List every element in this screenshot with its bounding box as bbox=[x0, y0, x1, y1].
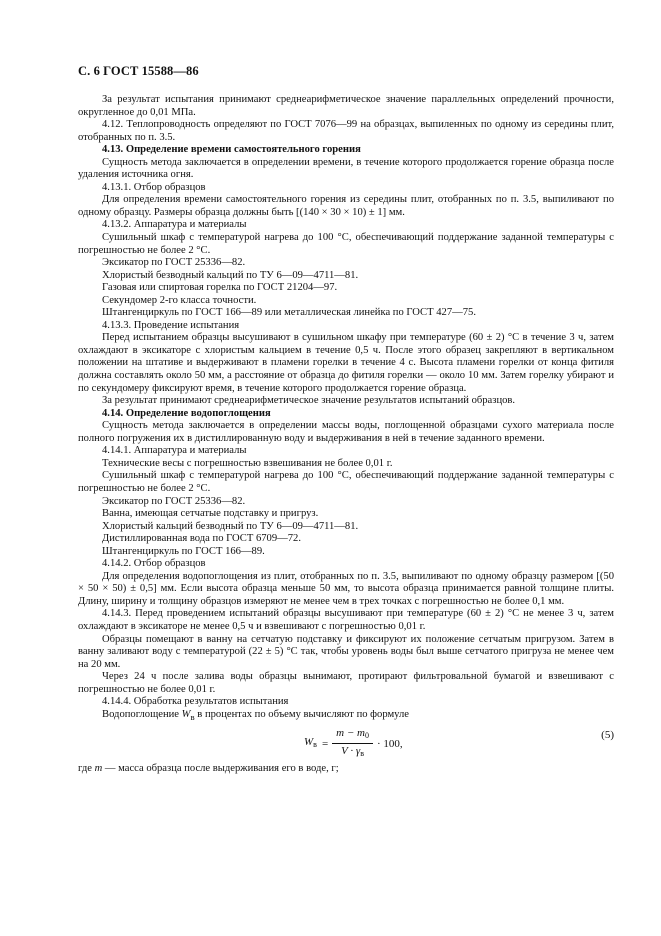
page-header: С. 6 ГОСТ 15588—86 bbox=[78, 64, 199, 78]
paragraph: Дистиллированная вода по ГОСТ 6709—72. bbox=[102, 533, 301, 545]
paragraph: Технические весы с погрешностью взвешивания не более 0,01 г. bbox=[102, 457, 393, 469]
formula-numerator: $m - m_0$ bbox=[332, 727, 373, 744]
paragraph: Через 24 ч после залива воды образцы вынимают, протирают фильтровальной бумагой и взвешивают с погрешностью не более 0,01 г. bbox=[78, 671, 614, 695]
paragraph: Ванна, имеющая сетчатые подставку и пригруз. bbox=[102, 508, 319, 520]
formula-intro-symbol: W bbox=[181, 708, 191, 720]
paragraph: Для определения времени самостоятельного горения из середины плит, отобранных по п. 3.5, выпиливают по одному образцу. Размеры образца должны быть [(140 × 30 × 10) ± 1] мм. bbox=[78, 194, 614, 218]
paragraph: Хлористый кальций безводный по ТУ 6—09—4711—81. bbox=[102, 520, 359, 532]
formula-note bbox=[78, 763, 614, 776]
paragraph: 4.13.1. Отбор образцов bbox=[102, 181, 206, 193]
paragraph: За результат испытания принимают среднеарифметическое значение параллельных определений прочности, округленное до 0,01 МПа. bbox=[78, 94, 614, 118]
paragraph: 4.14.1. Аппаратура и материалы bbox=[102, 445, 247, 457]
paragraph: Эксикатор по ГОСТ 25336—82. bbox=[102, 495, 246, 507]
paragraph: 4.14.3. Перед проведением испытаний образцы высушивают при температуре (60 ± 2) °С не менее 3 ч, затем охлаждают в эксикаторе не менее 0,5 ч и взвешивают с погрешностью 0,01 г. bbox=[78, 608, 614, 632]
paragraph: Сущность метода заключается в определении массы воды, поглощенной образцами сухого материала после полного погружения их в дистиллированную воду и выдерживания в ней в течение заданного времени. bbox=[78, 420, 614, 444]
paragraph: Штангенциркуль по ГОСТ 166—89. bbox=[102, 545, 265, 557]
paragraph: За результат принимают среднеарифметическое значение результатов испытаний образцов. bbox=[102, 395, 516, 407]
formula-fraction bbox=[332, 727, 373, 760]
formula-intro-text-before: Водопоглощение bbox=[102, 708, 182, 720]
formula-denominator: $V \cdot \gamma_в$ bbox=[341, 745, 365, 759]
paragraph: Перед испытанием образцы высушивают в сушильном шкафу при температуре (60 ± 2) °С в течение 3 ч, затем охлаждают в эксикаторе с хлористым кальцием в течение 0,5 ч. После этого образец закрепляют в вертикальном положении на штативе и выдерживают в пламени горелки в течение 4 с. Высота пламени горелки от конца фитиля должна составлять около 50 мм, а расстояние от образца до фитиля горелки — около 10 мм. Затем горелку убирают и по секундомеру фиксируют время, в течение которого продолжается горение образца. bbox=[78, 332, 614, 394]
formula-intro-text-after: в процентах по объему вычисляют по формуле bbox=[194, 708, 409, 720]
paragraph: Образцы помещают в ванну на сетчатую подставку и фиксируют их положение сетчатым пригрузом. Затем в ванну заливают воду с температурой (22 ± 5) °С так, чтобы уровень воды был выше сетчатого пригруза не менее чем на 20 мм. bbox=[78, 633, 614, 670]
paragraph: 4.13.2. Аппаратура и материалы bbox=[102, 219, 247, 231]
formula-intro bbox=[78, 709, 614, 724]
paragraph: Сушильный шкаф с температурой нагрева до 100 °С, обеспечивающий поддержание заданной температуры с погрешностью не более 2 °С. bbox=[78, 232, 614, 256]
formula-tail: · 100, bbox=[376, 737, 403, 750]
formula-equals: = bbox=[321, 737, 329, 750]
note-symbol: m bbox=[94, 763, 103, 775]
formula-row bbox=[78, 723, 614, 763]
formula bbox=[304, 727, 403, 760]
paragraph: 4.14.2. Отбор образцов bbox=[102, 558, 206, 570]
paragraph: Хлористый безводный кальций по ТУ 6—09—4711—81. bbox=[102, 269, 359, 281]
note-text: — масса образца после выдерживания его в воде, г; bbox=[102, 763, 339, 775]
paragraph: Для определения водопоглощения из плит, отобранных по п. 3.5, выпиливают по одному образцу размером [(50 × 50 × 50) ± 0,5] мм. Если высота образца меньше 50 мм, то высота образца принимается равной толщине плиты. Длину, ширину и толщину образцов измеряют не менее чем в трех точках с погрешностью не более 0,1 мм. bbox=[78, 570, 614, 607]
formula-lhs: $W_в$ bbox=[304, 736, 317, 750]
paragraph: Газовая или спиртовая горелка по ГОСТ 21204—97. bbox=[102, 282, 338, 294]
document-body bbox=[78, 94, 614, 776]
section-heading: 4.14. Определение водопоглощения bbox=[102, 407, 271, 419]
paragraph: 4.12. Теплопроводность определяют по ГОСТ 7076—99 на образцах, выпиленных по одному из середины плит, отобранных по п. 3.5. bbox=[78, 119, 614, 143]
paragraph: Эксикатор по ГОСТ 25336—82. bbox=[102, 257, 246, 269]
formula-number: (5) bbox=[601, 729, 614, 742]
paragraph: 4.14.4. Обработка результатов испытания bbox=[102, 696, 289, 708]
paragraph-list bbox=[78, 94, 614, 709]
paragraph: Сущность метода заключается в определении времени, в течение которого продолжается горение образца после удаления источника огня. bbox=[78, 156, 614, 181]
paragraph: Сушильный шкаф с температурой нагрева до 100 °С, обеспечивающий поддержание заданной температуры с погрешностью не более 2 °С. bbox=[78, 470, 614, 494]
paragraph: 4.13.3. Проведение испытания bbox=[102, 319, 240, 331]
formula-intro-symbol-sub: в bbox=[190, 711, 195, 722]
paragraph: Секундомер 2-го класса точности. bbox=[102, 294, 257, 306]
note-prefix: где bbox=[78, 763, 95, 775]
paragraph: Штангенциркуль по ГОСТ 166—89 или металлическая линейка по ГОСТ 427—75. bbox=[102, 307, 476, 319]
section-heading: 4.13. Определение времени самостоятельного горения bbox=[102, 144, 361, 156]
